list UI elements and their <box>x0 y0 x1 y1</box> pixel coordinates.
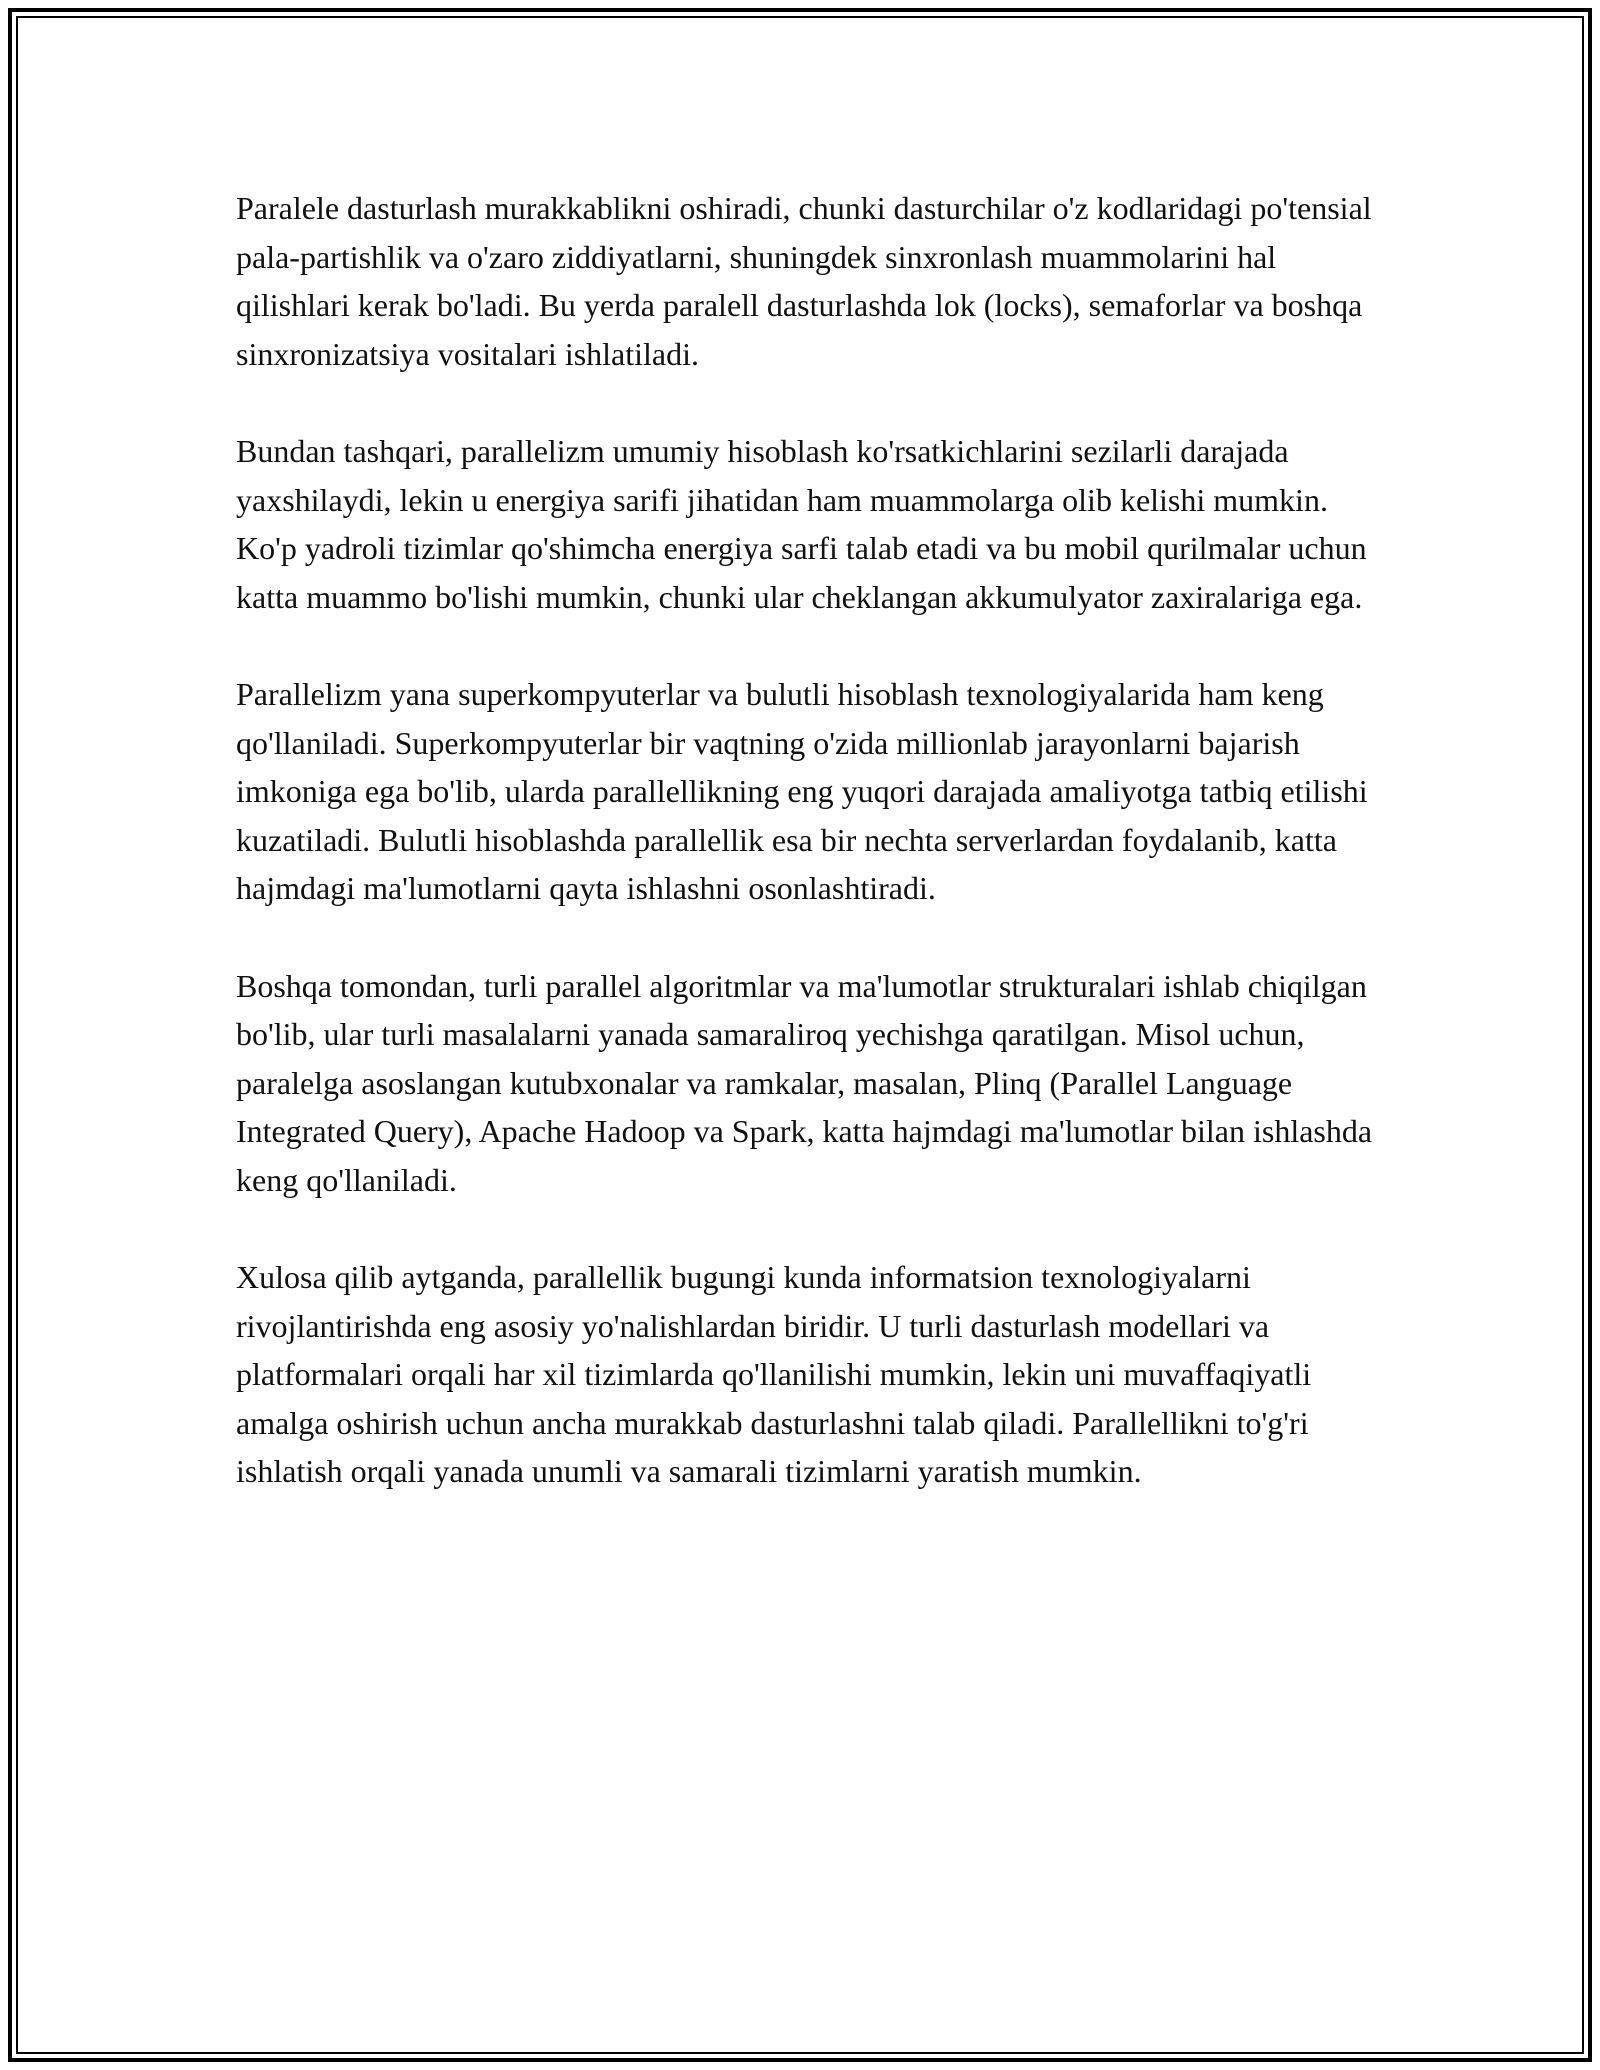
paragraph-1: Paralele dasturlash murakkablikni oshiradi, chunki dasturchilar o'z kodlaridagi po'tensial pala-partishlik va o'zaro ziddiyatlarni, shuningdek sinxronlash muammolarini hal qilishlari kerak bo'ladi. Bu yerda paralell dasturlashda lok (locks), semaforlar va boshqa sinxronizatsiya vositalari ishlatiladi. <box>236 190 1372 372</box>
paragraph-2: Bundan tashqari, parallelizm umumiy hisoblash ko'rsatkichlarini sezilarli darajada yaxshilaydi, lekin u energiya sarifi jihatidan ham muammolarga olib kelishi mumkin. Ko'p yadroli tizimlar qo'shimcha energiya sarfi talab etadi va bu mobil qurilmalar uchun katta muammo bo'lishi mumkin, chunki ular cheklangan akkumulyator zaxiralariga ega. <box>236 433 1367 615</box>
paragraph-3: Parallelizm yana superkompyuterlar va bulutli hisoblash texnologiyalarida ham keng qo'llaniladi. Superkompyuterlar bir vaqtning o'zida millionlab jarayonlarni bajarish imkoniga ega bo'lib, ularda parallellikning eng yuqori darajada amaliyotga tatbiq etilishi kuzatiladi. Bulutli hisoblashda parallellik esa bir nechta serverlardan foydalanib, katta hajmdagi ma'lumotlarni qayta ishlashni osonlashtiradi. <box>236 676 1368 906</box>
document-body <box>236 184 1376 1545</box>
paragraph-4: Boshqa tomondan, turli parallel algoritmlar va ma'lumotlar strukturalari ishlab chiqilgan bo'lib, ular turli masalalarni yanada samaraliroq yechishga qaratilgan. Misol uchun, paralelga asoslangan kutubxonalar va ramkalar, masalan, Plinq (Parallel Language Integrated Query), Apache Hadoop va Spark, katta hajmdagi ma'lumotlar bilan ishlashda keng qo'llaniladi. <box>236 967 1373 1198</box>
paragraph-5: Xulosa qilib aytganda, parallellik bugungi kunda informatsion texnologiyalarni rivojlantirishda eng asosiy yo'nalishlardan biridir. U turli dasturlash modellari va platformalari orqali har xil tizimlarda qo'llanilishi mumkin, lekin uni muvaffaqiyatli amalga oshirish uchun ancha murakkab dasturlashni talab qiladi. Parallellikni to'g'ri ishlatish orqali yanada unumli va samarali tizimlarni yaratish mumkin. <box>236 1259 1312 1489</box>
